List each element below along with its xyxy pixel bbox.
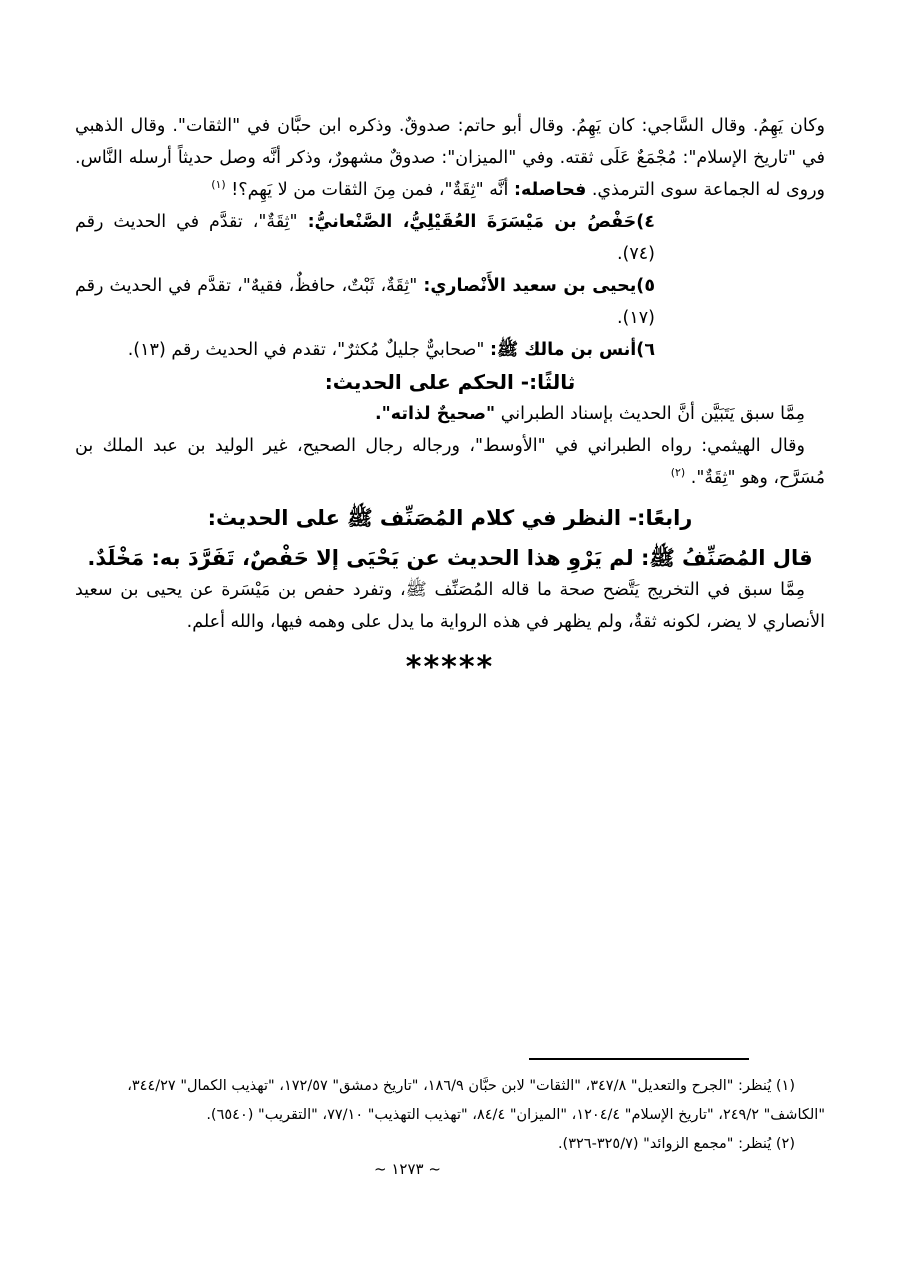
paragraph-haythami bbox=[75, 430, 825, 494]
footnote-divider bbox=[529, 1058, 749, 1060]
section-separator-stars: ***** bbox=[405, 650, 495, 685]
narrator-name: ٦)أنس بن مالك ﷺ: bbox=[489, 340, 655, 360]
footnote-ref-1[interactable]: (١) bbox=[211, 178, 226, 192]
narrator-item-6 bbox=[75, 334, 825, 366]
footnotes bbox=[75, 1072, 825, 1159]
paragraph-author-review: مِمَّا سبق في التخريج يَتَّضح صحة ما قاله المُصَنِّف ﷺ، وتفرد حفص بن مَيْسَرة عن يحيى بن سعيد الأنصاري لا يضر، لكونه ثقةٌ، ولم يظهر في هذه الرواية ما يدل على وهمه فيها، والله أعلم. bbox=[75, 580, 825, 632]
narrator-grade: "ثِقَةٌ، ثَبْتٌ، حافظٌ، فقيهٌ"، تقدَّم في الحديث رقم (١٧). bbox=[75, 276, 655, 328]
footnote-1-line-2: "الكاشف" ٢٤٩/٢، "تاريخ الإسلام" ١٢٠٤/٤، "الميزان" ٨٤/٤، "تهذيب التهذيب" ٧٧/١٠، "التقريب" (٦٥٤٠). bbox=[206, 1107, 825, 1123]
paragraph-text: مِمَّا سبق يَتَبَيَّن أنَّ الحديث بإسناد الطبراني bbox=[500, 404, 805, 424]
page-body bbox=[75, 110, 825, 688]
narrator-name: ٥)يحيى بن سعيد الأَنْصاري: bbox=[423, 276, 655, 296]
paragraph-narrator-summary bbox=[75, 110, 825, 206]
narrator-item-5 bbox=[75, 270, 825, 334]
footnote-2: (٢) يُنظر: "مجمع الزوائد" (٣٢٥/٧-٣٢٦). bbox=[557, 1136, 795, 1152]
ruling-verdict: "صحيحٌ لذاته". bbox=[375, 404, 496, 424]
author-quote-heading: قال المُصَنِّفُ ﷺ: لم يَرْوِ هذا الحديث عن يَحْيَى إلا حَفْصٌ، تَفَرَّدَ به: مَخْلَدٌ. bbox=[87, 546, 813, 570]
page-number: ~ ١٢٧٣ ~ bbox=[374, 1160, 441, 1178]
narrator-grade: "صحابيٌّ جليلٌ مُكثرٌ"، تقدم في الحديث رقم (١٣). bbox=[127, 340, 485, 360]
conclusion-label: فحاصله: bbox=[513, 180, 587, 200]
narrator-name: ٤)حَفْصُ بن مَيْسَرَةَ العُقَيْلِيُّ، الصَّنْعانيُّ: bbox=[307, 212, 655, 232]
footnote-1-line-1: (١) يُنظر: "الجرح والتعديل" ٣٤٧/٨، "الثقات" لابن حبَّان ١٨٦/٩، "تاريخ دمشق" ١٧٢/٥٧، "تهذيب الكمال" ٣٤٤/٢٧، bbox=[127, 1078, 795, 1094]
paragraph-ruling bbox=[75, 398, 825, 430]
paragraph-text: وقال الهيثمي: رواه الطبراني في "الأوسط"، ورجاله رجال الصحيح، غير الوليد بن عبد الملك بن مُسَرَّح، وهو "ثِقَةٌ". bbox=[75, 436, 825, 488]
narrator-item-4 bbox=[75, 206, 825, 270]
footnote-ref-2[interactable]: (٢) bbox=[670, 466, 686, 480]
narrator-grade: "ثِقَةٌ"، تقدَّم في الحديث رقم (٧٤). bbox=[75, 212, 655, 264]
conclusion-text: أنَّه "ثِقَةٌ"، فمن مِنَ الثقات من لا يَهِم؟! bbox=[231, 180, 509, 200]
paragraph-text: وكان يَهِمُ. وقال السَّاجي: كان يَهِمُ. وقال أبو حاتم: صدوقٌ. وذكره ابن حبَّان في "الثقات". وقال الذهبي في "تاريخ الإسلام": مُجْمَعٌ عَلَى ثقته. وفي "الميزان": صدوقٌ مشهورٌ، وذكر أنَّه وصل حديثاً أرسله النَّاس. وروى له الجماعة سوى الترمذي. bbox=[75, 116, 825, 200]
section-heading-author-review: رابعًا:- النظر في كلام المُصَنِّف ﷺ على الحديث: bbox=[207, 506, 693, 530]
section-heading-ruling: ثالثًا:- الحكم على الحديث: bbox=[324, 370, 576, 394]
